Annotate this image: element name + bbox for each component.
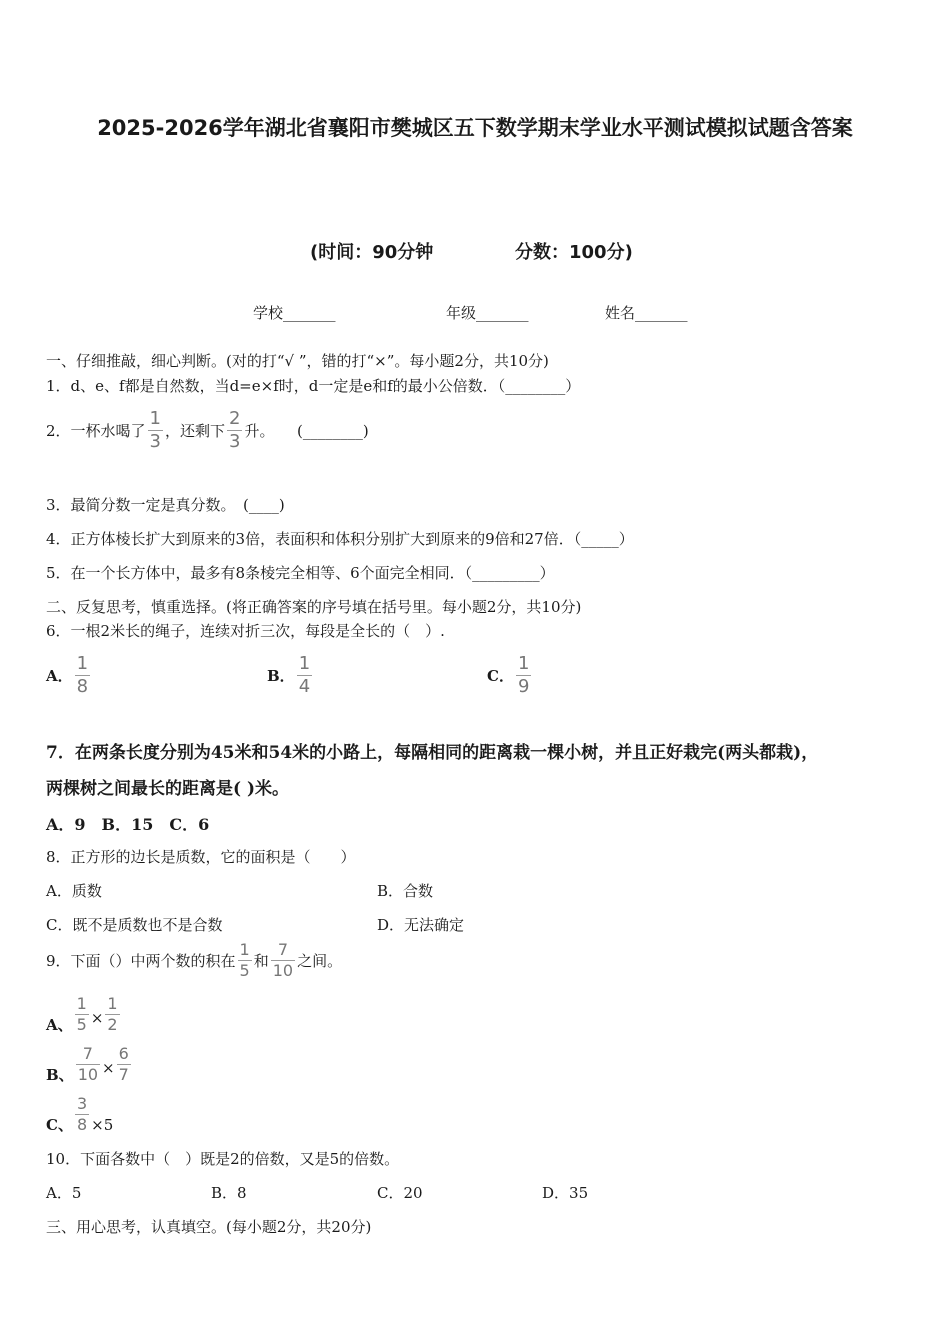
question-8: 8．正方形的边长是质数，它的面积是（ ）: [46, 848, 356, 866]
fraction-one-third: $\frac{1}{3}$: [149, 408, 161, 452]
question-1: 1．d、e、f都是自然数，当d=e×f时，d一定是e和f的最小公倍数．（________）: [46, 377, 581, 395]
fraction-a1: $\frac{1}{5}$: [76, 994, 87, 1034]
question-9-option-c: C、 $\frac{3}{8}$ ×5: [46, 1094, 114, 1134]
question-6: 6．一根2米长的绳子，连续对折三次，每段是全长的（ ）.: [46, 622, 445, 640]
question-7-options: A．9 B．15 C．6: [46, 815, 210, 834]
section-1-heading: 一、仔细推敲，细心判断。(对的打“√ ”，错的打“×”。每小题2分，共10分): [46, 352, 549, 370]
question-9-post: 之间。: [297, 951, 343, 970]
question-3: 3．最简分数一定是真分数。 (____): [46, 496, 285, 514]
question-2-post: 升。 (________): [244, 421, 369, 440]
question-7-line-1: 7．在两条长度分别为45米和54米的小路上，每隔相同的距离栽一棵小树，并且正好栽完(两头都栽)，: [46, 743, 819, 763]
question-10-option-b: B．8: [211, 1184, 247, 1202]
fraction-c1: $\frac{3}{8}$: [76, 1094, 88, 1134]
question-6-option-a: A． $\frac{1}{8}$: [46, 653, 89, 697]
question-9-pre: 9．下面（）中两个数的积在: [46, 951, 236, 970]
question-5: 5．在一个长方体中，最多有8条棱完全相等、6个面完全相同．（_________）: [46, 564, 555, 582]
question-8-option-a: A．质数: [46, 882, 102, 900]
name-field: 姓名_______: [605, 304, 688, 322]
fraction-option-a: $\frac{1}{8}$: [76, 653, 89, 697]
question-9-mid: 和: [253, 951, 269, 970]
question-10-option-a: A．5: [46, 1184, 82, 1202]
fraction-a2: $\frac{1}{2}$: [107, 994, 118, 1034]
fraction-option-b: $\frac{1}{4}$: [298, 653, 311, 697]
section-3-heading: 三、用心思考，认真填空。(每小题2分，共20分): [46, 1218, 372, 1236]
fraction-two-thirds: $\frac{2}{3}$: [229, 408, 241, 452]
section-2-heading: 二、反复思考，慎重选择。(将正确答案的序号填在括号里。每小题2分，共10分): [46, 598, 582, 616]
grade-field: 年级_______: [446, 304, 529, 322]
question-8-option-c: C．既不是质数也不是合数: [46, 916, 223, 934]
question-10-option-d: D．35: [542, 1184, 589, 1202]
document-title: 2025-2026学年湖北省襄阳市樊城区五下数学期末学业水平测试模拟试题含答案: [97, 116, 853, 140]
question-6-option-c: C． $\frac{1}{9}$: [487, 653, 530, 697]
exam-time: (时间：90分钟: [310, 242, 434, 263]
question-6-option-b: B． $\frac{1}{4}$: [267, 653, 311, 697]
fraction-seven-tenths: $\frac{7}{10}$: [272, 940, 294, 980]
question-8-option-d: D．无法确定: [377, 916, 465, 934]
fraction-b1: $\frac{7}{10}$: [77, 1044, 99, 1084]
fraction-b2: $\frac{6}{7}$: [118, 1044, 129, 1084]
question-9-option-a: A、 $\frac{1}{5}$ × $\frac{1}{2}$: [46, 994, 118, 1034]
question-10: 10．下面各数中（ ）既是2的倍数，又是5的倍数。: [46, 1150, 400, 1168]
question-4: 4．正方体棱长扩大到原来的3倍，表面积和体积分别扩大到原来的9倍和27倍．（_____）: [46, 530, 634, 548]
question-9-option-b: B、 $\frac{7}{10}$ × $\frac{6}{7}$: [46, 1044, 129, 1084]
question-9: [46, 942, 342, 979]
question-8-option-b: B．合数: [377, 882, 434, 900]
question-2-pre: 2．一杯水喝了: [46, 421, 146, 440]
exam-score: 分数：100分): [515, 242, 633, 263]
question-2-mid: ，还剩下: [165, 421, 226, 440]
question-2: [46, 410, 369, 451]
school-field: 学校_______: [253, 304, 336, 322]
fraction-one-fifth: $\frac{1}{5}$: [239, 940, 250, 980]
question-10-option-c: C．20: [377, 1184, 423, 1202]
fraction-option-c: $\frac{1}{9}$: [517, 653, 530, 697]
question-7-line-2: 两棵树之间最长的距离是( )米。: [46, 779, 290, 799]
